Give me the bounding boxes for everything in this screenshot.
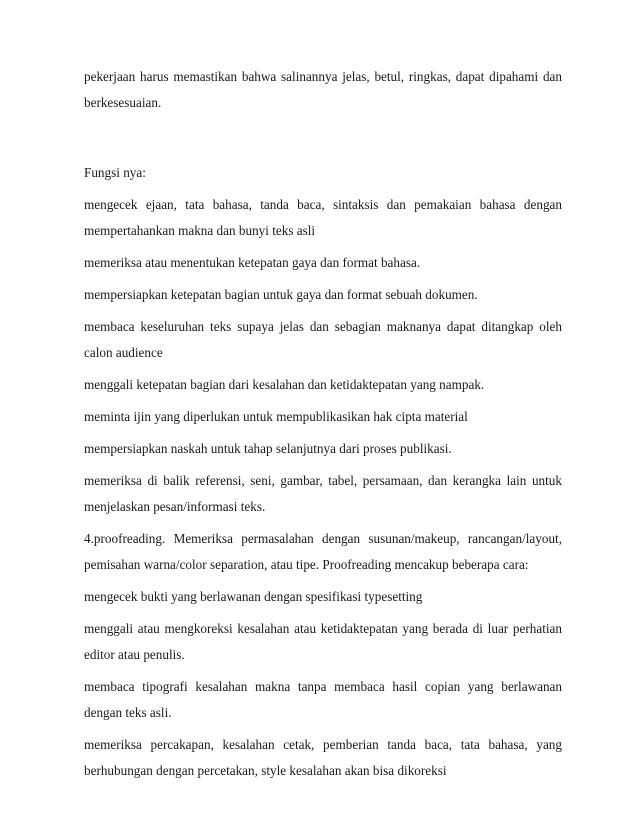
fungsi-item: memeriksa di balik referensi, seni, gambar, tabel, persamaan, dan kerangka lain untuk menjelaskan pesan/informasi teks. — [84, 473, 562, 514]
fungsi-item: membaca keseluruhan teks supaya jelas dan sebagian maknanya dapat ditangkap oleh calon audience — [84, 319, 562, 360]
fungsi-item: mengecek ejaan, tata bahasa, tanda baca, sintaksis dan pemakaian bahasa dengan mempertahankan makna dan bunyi teks asli — [84, 197, 562, 238]
paragraph-gap — [84, 122, 562, 160]
fungsi-item: meminta ijin yang diperlukan untuk mempublikasikan hak cipta material — [84, 409, 468, 424]
intro-paragraph: pekerjaan harus memastikan bahwa salinannya jelas, betul, ringkas, dapat dipahami dan berkesesuaian. — [84, 69, 562, 110]
fungsi-item: menggali ketepatan bagian dari kesalahan dan ketidaktepatan yang nampak. — [84, 377, 485, 392]
proofreading-intro: 4.proofreading. Memeriksa permasalahan dengan susunan/makeup, rancangan/layout, pemisahan warna/color separation, atau tipe. Proofreading mencakup beberapa cara: — [84, 531, 562, 572]
proofreading-item: membaca tipografi kesalahan makna tanpa membaca hasil copian yang berlawanan dengan teks asli. — [84, 679, 562, 720]
proofreading-item: mengecek bukti yang berlawanan dengan spesifikasi typesetting — [84, 589, 423, 604]
fungsi-item: mempersiapkan naskah untuk tahap selanjutnya dari proses publikasi. — [84, 441, 452, 456]
proofreading-item: memeriksa percakapan, kesalahan cetak, pemberian tanda baca, tata bahasa, yang berhubungan dengan percetakan, style kesalahan akan bisa dikoreksi — [84, 737, 562, 778]
fungsi-item: mempersiapkan ketepatan bagian untuk gaya dan format sebuah dokumen. — [84, 287, 478, 302]
fungsi-item: memeriksa atau menentukan ketepatan gaya dan format bahasa. — [84, 255, 421, 270]
proofreading-item: menggali atau mengkoreksi kesalahan atau ketidaktepatan yang berada di luar perhatian editor atau penulis. — [84, 621, 562, 662]
section-heading: Fungsi nya: — [84, 165, 146, 180]
document-page — [84, 64, 562, 790]
